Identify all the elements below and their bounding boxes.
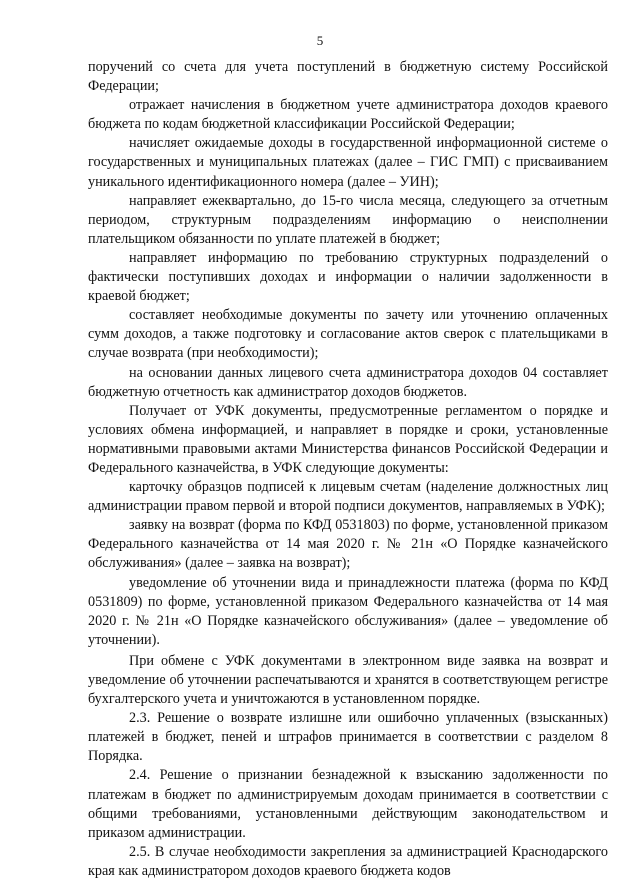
paragraph: уведомление об уточнении вида и принадлежности платежа (форма по КФД 0531809) по форме, установленной приказом Федерального казначейства от 14 мая 2020 г. № 21н «О Порядке казначейского обслуживания» (далее – уведомление об уточнении). bbox=[88, 574, 608, 648]
paragraph: составляет необходимые документы по зачету или уточнению оплаченных сумм доходов, а также подготовку и согласование актов сверок с плательщиками в случае возврата (при необходимости); bbox=[88, 307, 608, 362]
paragraph: поручений со счета для учета поступлений в бюджетную систему Российской Федерации; bbox=[88, 59, 608, 95]
paragraph: направляет ежеквартально, до 15-го числа месяца, следующего за отчетным периодом, структурным подразделениям информацию о неисполнении плательщиком обязанности по уплате платежей в бюджет; bbox=[88, 192, 608, 247]
document-body bbox=[88, 58, 608, 881]
paragraph: При обмене с УФК документами в электронном виде заявка на возврат и уведомление об уточнении распечатываются и хранятся в соответствующем регистре бухгалтерского учета и уничтожаются в установленном порядке. bbox=[88, 652, 608, 708]
paragraph: отражает начисления в бюджетном учете администратора доходов краевого бюджета по кодам бюджетной классификации Российской Федерации; bbox=[88, 97, 608, 133]
paragraph: на основании данных лицевого счета администратора доходов 04 составляет бюджетную отчетность как администратор доходов бюджетов. bbox=[88, 364, 608, 400]
page-number: 5 bbox=[316, 33, 324, 48]
paragraph: направляет информацию по требованию структурных подразделений о фактически поступивших доходах и информации о наличии задолженности в краевой бюджет; bbox=[88, 249, 608, 305]
paragraph: 2.4. Решение о признании безнадежной к взысканию задолженности по платежам в бюджет по администрируемым доходам принимается в соответствии с общими требованиями, установленными действующим законодательством и приказом администрации. bbox=[88, 767, 608, 841]
paragraph: 2.3. Решение о возврате излишне или ошибочно уплаченных (взысканных) платежей в бюджет, пеней и штрафов принимается в соответствии с разделом 8 Порядка. bbox=[88, 710, 608, 765]
paragraph: 2.5. В случае необходимости закрепления за администрацией Краснодарского края как администратором доходов краевого бюджета кодов bbox=[88, 843, 608, 879]
paragraph: Получает от УФК документы, предусмотренные регламентом о порядке и условиях обмена информацией, и направляет в порядке и сроки, установленные нормативными правовыми актами Министерства финансов Российской Федерации и Федерального казначейства, в УФК следующие документы: bbox=[88, 402, 608, 476]
paragraph: начисляет ожидаемые доходы в государственной информационной системе о государственных и муниципальных платежах (далее – ГИС ГМП) с присваиванием уникального идентификационного номера (далее – УИН); bbox=[88, 135, 608, 190]
paragraph: заявку на возврат (форма по КФД 0531803) по форме, установленной приказом Федерального казначейства от 14 мая 2020 г. № 21н «О Порядке казначейского обслуживания» (далее – заявка на возврат); bbox=[88, 517, 608, 572]
paragraph: карточку образцов подписей к лицевым счетам (наделение должностных лиц администрации правом первой и второй подписи документов, направляемых в УФК); bbox=[88, 479, 608, 515]
